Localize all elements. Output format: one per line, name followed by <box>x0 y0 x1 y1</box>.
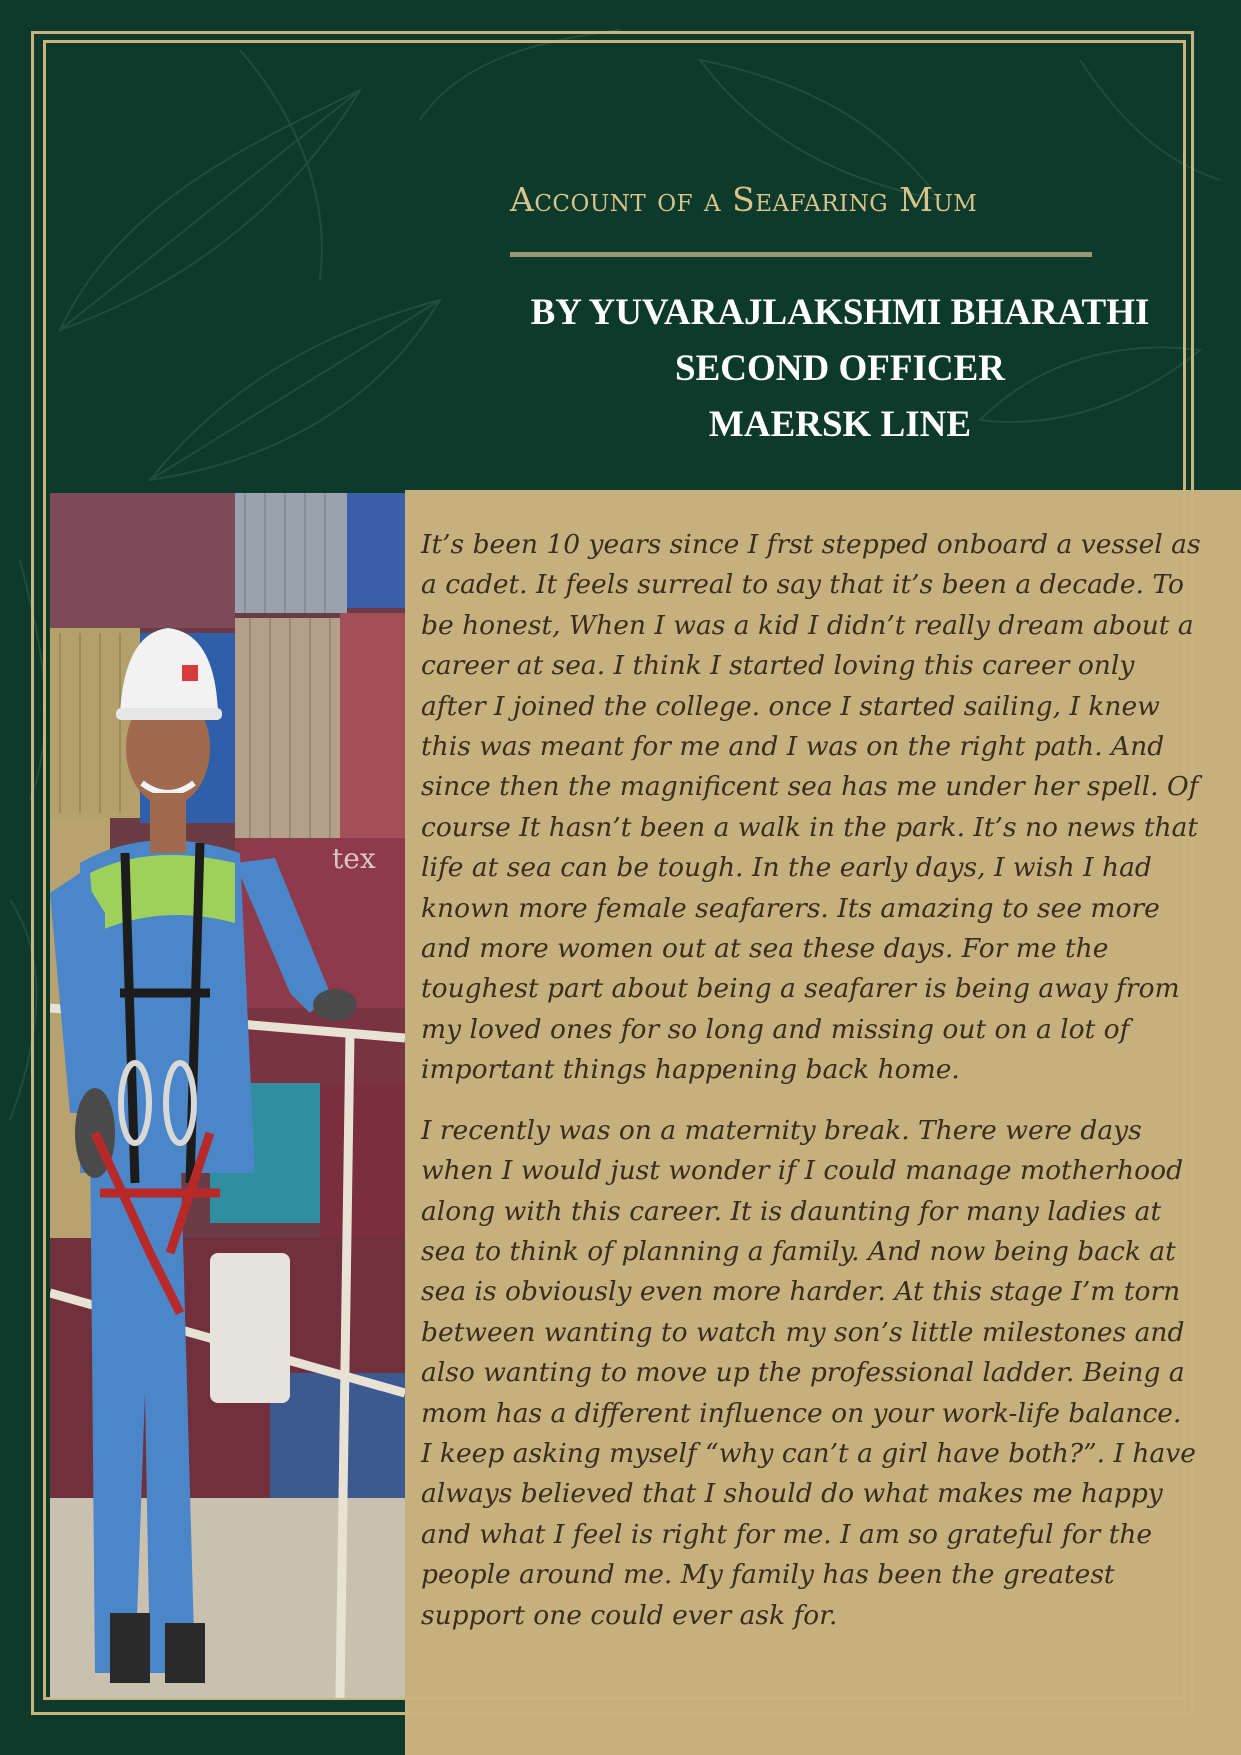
byline <box>500 285 1180 453</box>
article-line: my loved ones for so long and missing out on a lot of <box>421 1013 1130 1045</box>
article-line: sea is obviously even more harder. At this stage I’m torn <box>421 1276 1181 1308</box>
article-line: toughest part about being a seafarer is being away from <box>421 973 1180 1005</box>
article-line: between wanting to watch my son’s little milestones and <box>421 1316 1185 1348</box>
article-line: I recently was on a maternity break. There were days <box>421 1114 1142 1146</box>
article-line: important things happening back home. <box>421 1054 960 1086</box>
article-line: career at sea. I think I started loving this career only <box>421 650 1135 682</box>
article-line: support one could ever ask for. <box>421 1599 838 1631</box>
article-line: be honest, When I was a kid I didn’t really dream about a <box>421 609 1194 641</box>
article-line: always believed that I should do what makes me happy <box>421 1478 1163 1510</box>
article-line: after I joined the college. once I started sailing, I knew <box>421 690 1160 722</box>
author-company: MAERSK LINE <box>708 404 972 445</box>
article-line: people around me. My family has been the greatest <box>421 1559 1115 1591</box>
article-line: a cadet. It feels surreal to say that it’s been a decade. To <box>421 569 1184 601</box>
article-line: course It hasn’t been a walk in the park. It’s no news that <box>421 811 1199 843</box>
title-divider <box>510 252 1092 257</box>
article-line: I keep asking myself “why can’t a girl have both?”. I have <box>421 1437 1196 1469</box>
container-text: tex <box>332 842 376 875</box>
article-line: life at sea can be tough. In the early days, I wish I had <box>421 852 1152 884</box>
article-line: It’s been 10 years since I frst stepped onboard a vessel as <box>421 529 1201 560</box>
article-line: also wanting to move up the professional ladder. Being a <box>421 1357 1185 1389</box>
photo-illustration <box>50 493 405 1698</box>
article-line: since then the magnificent sea has me under her spell. Of <box>421 771 1199 803</box>
article-line: mom has a different influence on your work-life balance. <box>421 1397 1182 1429</box>
article-title: Account of a Seafaring Mum <box>510 180 978 219</box>
article-line: and more women out at sea these days. For me the <box>421 933 1109 965</box>
portrait-photo <box>50 493 405 1698</box>
author-name: BY YUVARAJLAKSHMI BHARATHI <box>530 292 1150 333</box>
article-line: and what I feel is right for me. I am so grateful for the <box>421 1518 1153 1550</box>
author-role: SECOND OFFICER <box>675 348 1005 389</box>
article-line: known more female seafarers. Its amazing to see more <box>421 892 1160 924</box>
article-line: this was meant for me and I was on the right path. And <box>421 731 1165 763</box>
article-line: when I would just wonder if I could manage motherhood <box>421 1155 1184 1187</box>
article-line: sea to think of planning a family. And now being back at <box>421 1235 1176 1267</box>
article-line: along with this career. It is daunting for many ladies at <box>421 1195 1162 1227</box>
article-body <box>421 525 1201 1636</box>
